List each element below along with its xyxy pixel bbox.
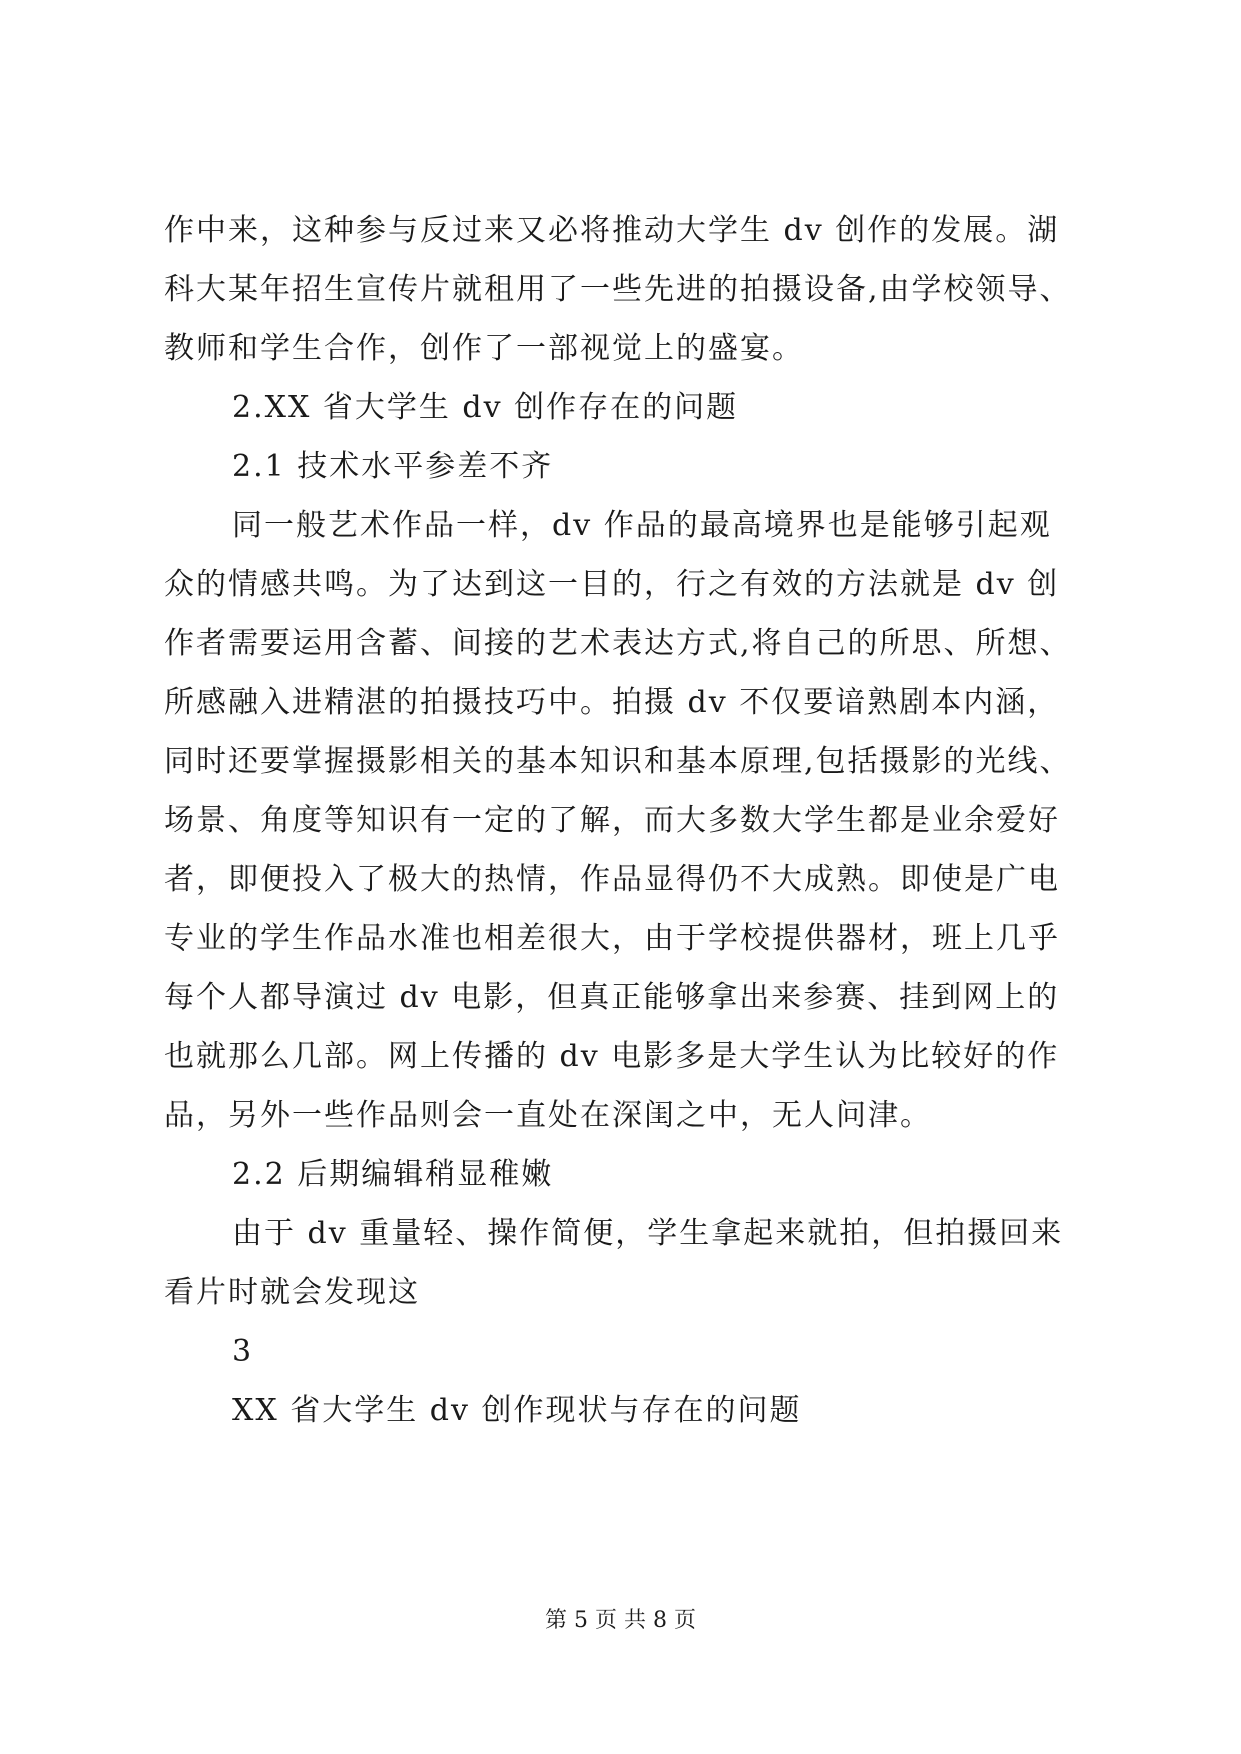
body-text-line: 也就那么几部。网上传播的 dv 电影多是大学生认为比较好的作	[164, 1039, 1060, 1074]
subsection-heading: 2.2 后期编辑稍显稚嫩	[232, 1157, 554, 1192]
body-text-line: 作者需要运用含蓄、间接的艺术表达方式,将自己的所思、所想、	[164, 626, 1072, 661]
body-text-line: 由于 dv 重量轻、操作简便，学生拿起来就拍，但拍摄回来	[232, 1216, 1064, 1251]
page-footer: 第 5 页 共 8 页	[545, 1608, 696, 1633]
body-text-line: 同时还要掌握摄影相关的基本知识和基本原理,包括摄影的光线、	[164, 744, 1072, 779]
body-text-line: 看片时就会发现这	[164, 1275, 420, 1310]
body-text-line: 教师和学生合作，创作了一部视觉上的盛宴。	[164, 331, 804, 366]
body-text-line: 场景、角度等知识有一定的了解，而大多数大学生都是业余爱好	[164, 803, 1060, 838]
body-text-line: 者，即便投入了极大的热情，作品显得仍不大成熟。即使是广电	[164, 862, 1060, 897]
body-text-line: 专业的学生作品水准也相差很大，由于学校提供器材，班上几乎	[164, 921, 1060, 956]
page-number-text: 3	[232, 1334, 254, 1369]
body-text-line: 作中来，这种参与反过来又必将推动大学生 dv 创作的发展。湖	[164, 213, 1060, 248]
body-text-line: 众的情感共鸣。为了达到这一目的，行之有效的方法就是 dv 创	[164, 567, 1060, 602]
body-text-line: 每个人都导演过 dv 电影，但真正能够拿出来参赛、挂到网上的	[164, 980, 1060, 1015]
body-text-line: 所感融入进精湛的拍摄技巧中。拍摄 dv 不仅要谙熟剧本内涵，	[164, 685, 1060, 720]
document-title-text: XX 省大学生 dv 创作现状与存在的问题	[232, 1393, 802, 1428]
body-text-line: 科大某年招生宣传片就租用了一些先进的拍摄设备,由学校领导、	[164, 272, 1072, 307]
subsection-heading: 2.1 技术水平参差不齐	[232, 449, 554, 484]
body-text-line: 同一般艺术作品一样，dv 作品的最高境界也是能够引起观	[232, 508, 1052, 543]
body-text-line: 品，另外一些作品则会一直处在深闺之中，无人问津。	[164, 1098, 932, 1133]
section-heading: 2.XX 省大学生 dv 创作存在的问题	[232, 390, 739, 425]
